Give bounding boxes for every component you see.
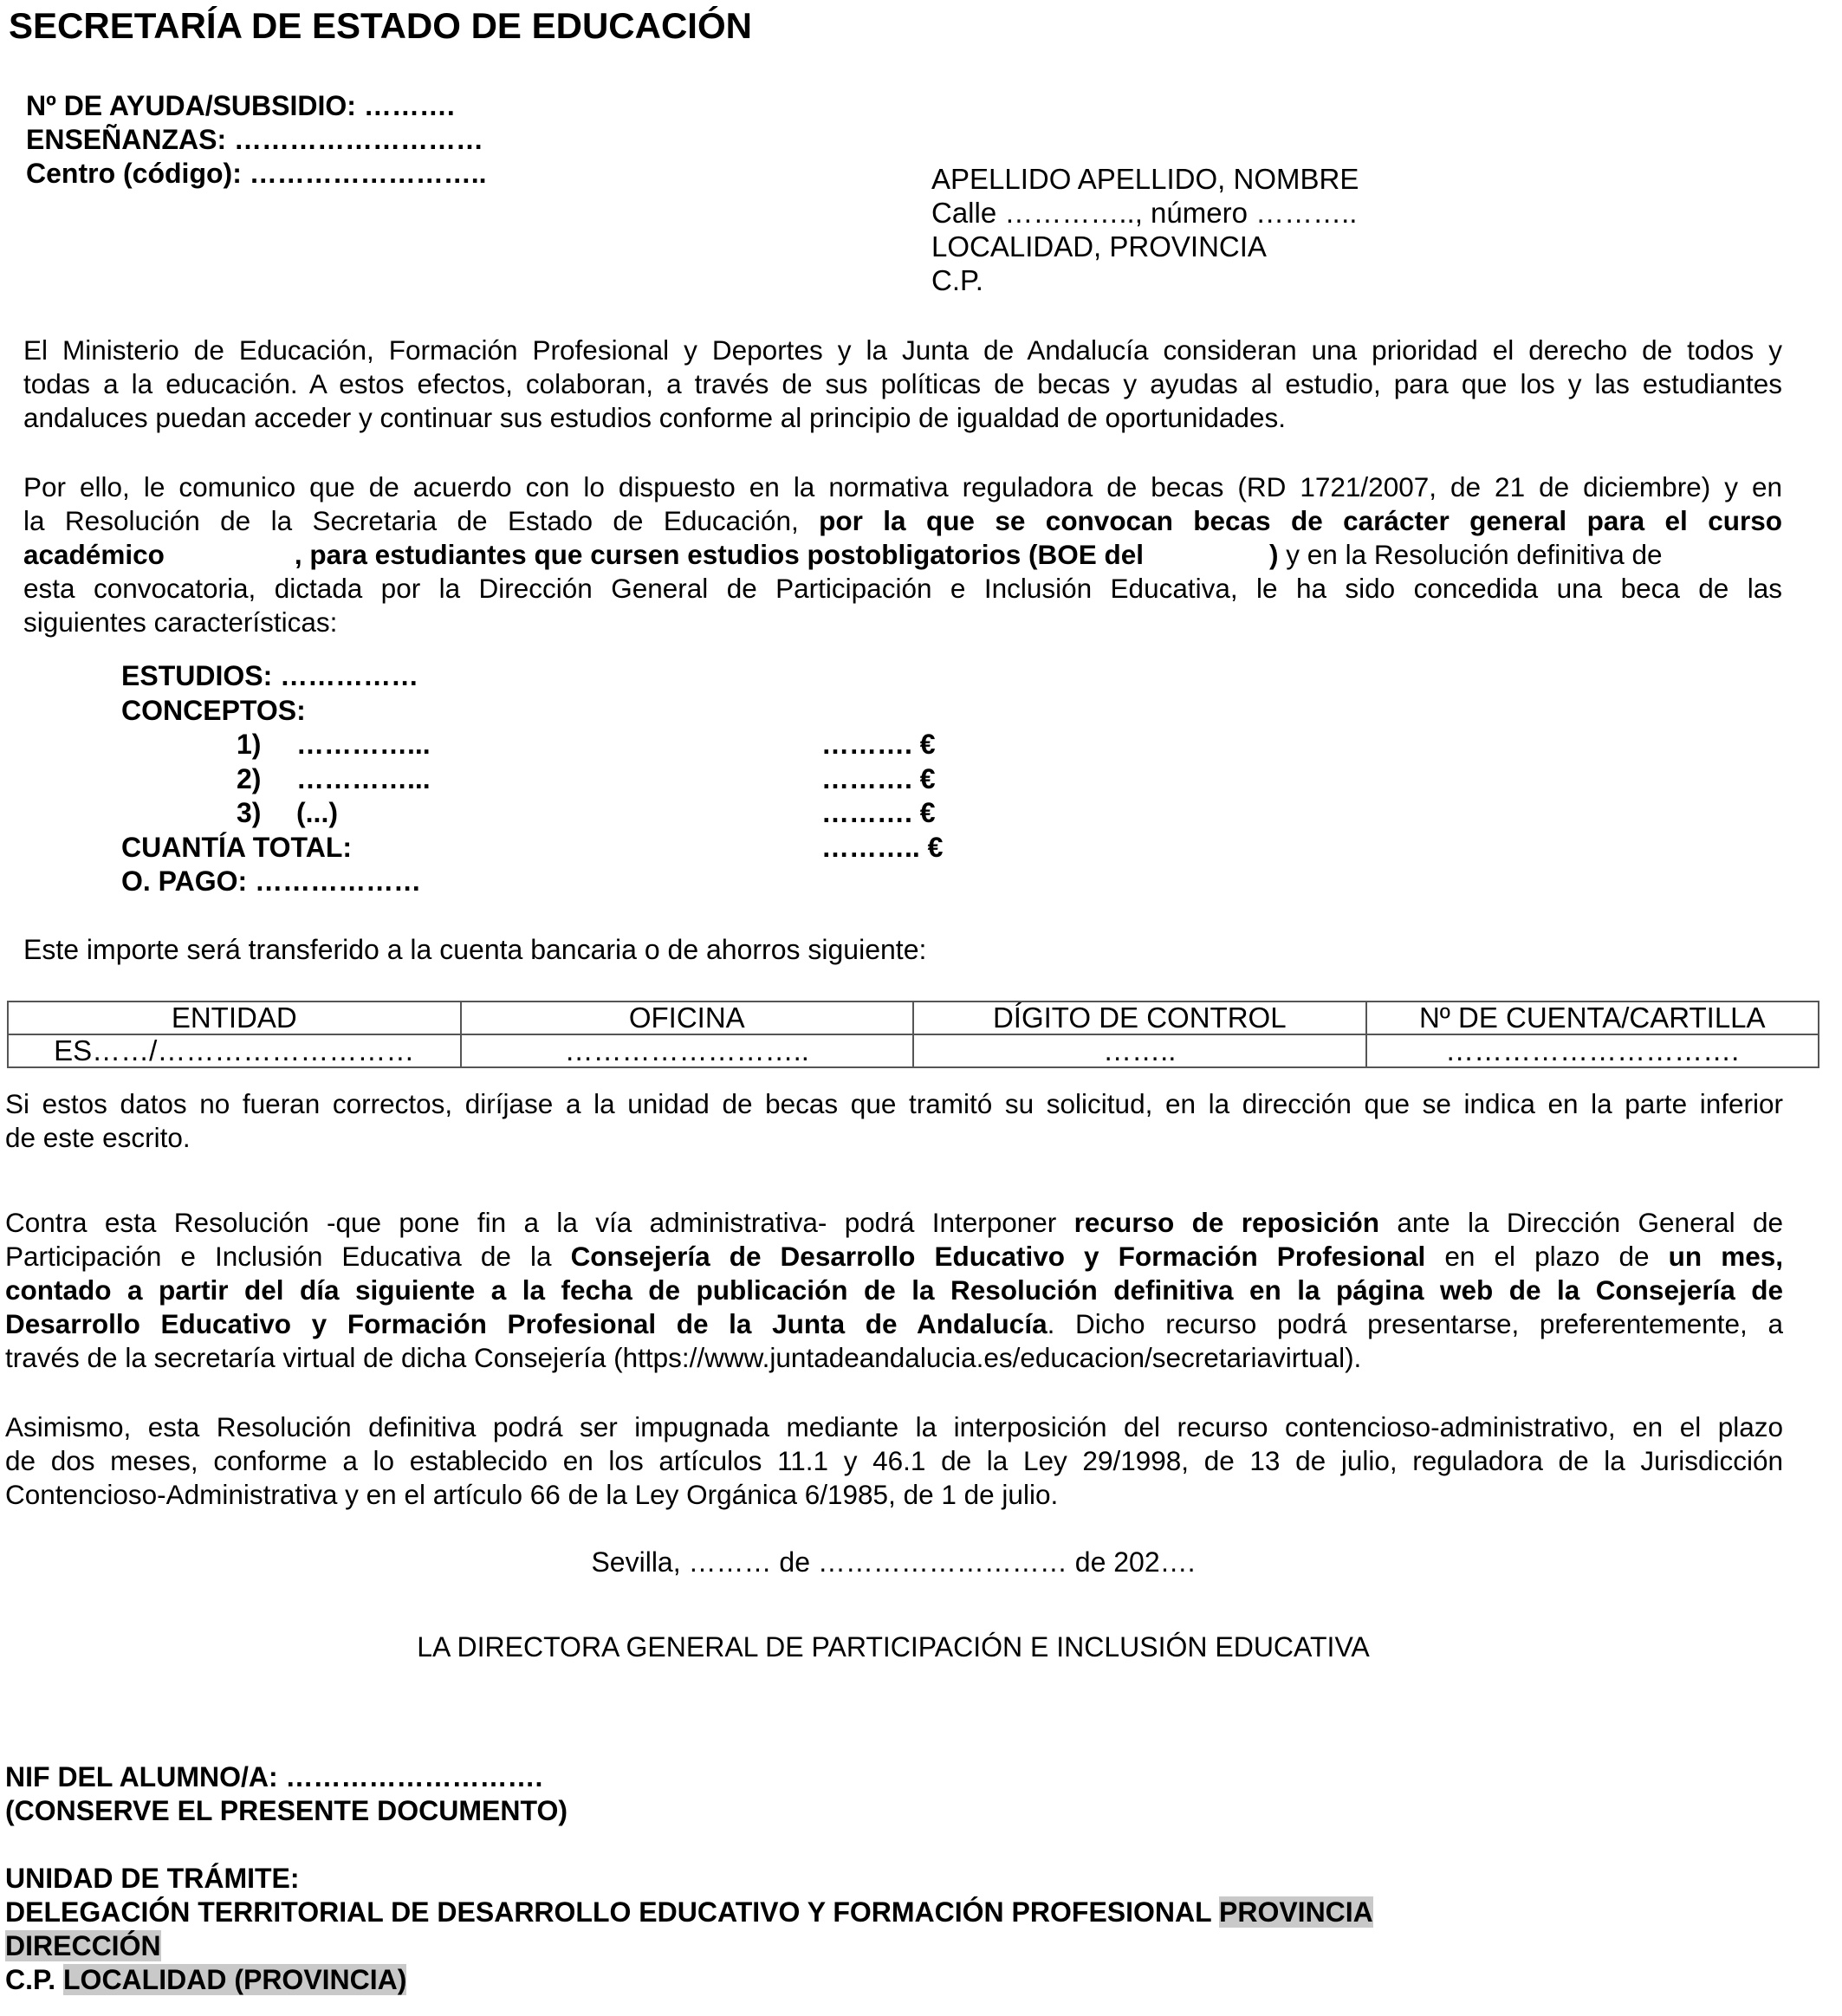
cp-label: C.P. (5, 1964, 63, 1995)
nif-alumno: NIF DEL ALUMNO/A: ………………………. (5, 1761, 543, 1792)
delegacion: DELEGACIÓN TERRITORIAL DE DESARROLLO EDUCATIVO Y FORMACIÓN PROFESIONAL (5, 1896, 1219, 1928)
addressee-name: APELLIDO APELLIDO, NOMBRE (931, 163, 1359, 195)
bank-header-cell: Nº DE CUENTA/CARTILLA (1366, 1002, 1819, 1034)
intro-line: todas a la educación. A estos efectos, colaboran, a través de sus políticas de becas y ayudas al estudio, para que los y las estudiantes (23, 368, 1782, 399)
addressee-locality: LOCALIDAD, PROVINCIA (931, 230, 1267, 263)
concept-description: …………... (296, 729, 431, 760)
appeal-text: en el plazo de (1425, 1241, 1669, 1272)
bank-value-cell: …………………………. (1366, 1034, 1819, 1067)
document-title: SECRETARÍA DE ESTADO DE EDUCACIÓN (9, 5, 752, 46)
bank-header-cell: OFICINA (461, 1002, 914, 1034)
appeal-line (5, 1240, 1783, 1274)
estudios: ESTUDIOS: …………… (121, 660, 419, 691)
concept-amount: ………. € (821, 729, 936, 760)
bank-header-row (8, 1002, 1819, 1034)
signatory: LA DIRECTORA GENERAL DE PARTICIPACIÓN E INCLUSIÓN EDUCATIVA (417, 1631, 1370, 1663)
bank-header-cell: ENTIDAD (8, 1002, 461, 1034)
grant-line: esta convocatoria, dictada por la Dirección General de Participación e Inclusión Educativa, le ha sido concedida una beca de las (23, 573, 1782, 604)
conserve-note: (CONSERVE EL PRESENTE DOCUMENTO) (5, 1795, 568, 1826)
appeal-line: contado a partir del día siguiente a la fecha de publicación de la Resolución definitiva en la página web de la Consejería de (5, 1274, 1783, 1306)
orden-pago: O. PAGO: ……………… (121, 865, 422, 897)
appeal-plazo: un mes, (1668, 1241, 1783, 1272)
grant-line-2 (23, 504, 1782, 538)
grant-postobligatorios: , para estudiantes que cursen estudios postobligatorios (BOE del (294, 539, 1145, 570)
unidad-label: UNIDAD DE TRÁMITE: (5, 1863, 300, 1894)
grant-resolution: y en la Resolución definitiva de (1278, 539, 1663, 570)
intro-paragraph (23, 334, 1782, 435)
concept-item (121, 796, 936, 831)
total-amount: ……….. € (821, 831, 944, 863)
intro-line: El Ministerio de Educación, Formación Profesional y Deportes y la Junta de Andalucía consideran una prioridad el derecho de todos y (23, 334, 1782, 366)
cp-line (5, 1963, 406, 1997)
contencioso-line: de dos meses, conforme a lo establecido en los artículos 11.1 y 46.1 de la Ley 29/1998, de 13 de julio, reguladora de la Jurisdicción (5, 1445, 1783, 1476)
grant-line-3 (23, 538, 1782, 572)
ensenanzas: ENSEÑANZAS: ……………………… (26, 124, 484, 155)
concepts-block (121, 659, 944, 899)
appeal-junta: Desarrollo Educativo y Formación Profesional de la Junta de Andalucía (5, 1308, 1047, 1339)
bank-value-cell: …………………….. (461, 1034, 914, 1067)
bank-value-row (8, 1034, 1819, 1067)
concept-item (121, 728, 936, 762)
addressee-block (931, 162, 1359, 297)
provincia-placeholder: PROVINCIA (1218, 1896, 1373, 1928)
addressee-postal-code: C.P. (931, 264, 983, 296)
concept-amount: ………. € (821, 762, 936, 794)
grant-line: siguientes características: (23, 606, 338, 638)
grant-boe-close: ) (1269, 539, 1279, 570)
delegacion-line (5, 1896, 1373, 1929)
date-line: Sevilla, ……… de ……………………… de 202…. (591, 1546, 1196, 1578)
direccion-placeholder: DIRECCIÓN (5, 1930, 161, 1961)
appeal-text: Contra esta Resolución -que pone fin a la vía administrativa- podrá Interponer (5, 1207, 1074, 1238)
notice-paragraph (5, 1087, 1783, 1155)
grant-convocatoria: por la que se convocan becas de carácter general para el curso (819, 505, 1782, 536)
contencioso-line: Contencioso-Administrativa y en el artículo 66 de la Ley Orgánica 6/1985, de 1 de julio. (5, 1479, 1059, 1510)
total-label: CUANTÍA TOTAL: (121, 831, 353, 863)
appeal-line: través de la secretaría virtual de dicha Consejería (https://www.juntadeandalucia.es/educacion/secretariavirtual). (5, 1342, 1362, 1373)
bank-table (7, 1001, 1819, 1068)
appeal-recurso: recurso de reposición (1073, 1207, 1379, 1238)
contencioso-line: Asimismo, esta Resolución definitiva podrá ser impugnada mediante la interposición del recurso contencioso-administrativo, en el plazo (5, 1411, 1783, 1442)
conceptos-label: CONCEPTOS: (121, 694, 306, 726)
concept-description: …………... (296, 762, 431, 794)
contencioso-paragraph (5, 1410, 1783, 1512)
appeal-line (5, 1206, 1783, 1240)
localidad-placeholder: LOCALIDAD (PROVINCIA) (63, 1964, 407, 1995)
intro-line: andaluces puedan acceder y continuar sus estudios conforme al principio de igualdad de oportunidades. (23, 402, 1286, 433)
concept-description: (...) (296, 797, 338, 828)
grant-paragraph (23, 470, 1782, 639)
addressee-street: Calle ………….., número ……….. (931, 197, 1358, 229)
notice-line: de este escrito. (5, 1122, 191, 1153)
grant-academic: académico (23, 539, 165, 570)
centro-code: Centro (código): …………………….. (26, 158, 487, 189)
appeal-line (5, 1307, 1783, 1341)
bank-value-cell: …….. (913, 1034, 1366, 1067)
concept-number: 2) (237, 762, 262, 794)
concept-amount: ………. € (821, 797, 936, 828)
concept-number: 1) (237, 729, 262, 760)
notice-line: Si estos datos no fueran correctos, diríjase a la unidad de becas que tramitó su solicitud, en la dirección que se indica en la parte inferior (5, 1088, 1783, 1119)
concept-item (121, 762, 936, 797)
appeal-text: . Dicho recurso podrá presentarse, preferentemente, a (1047, 1308, 1783, 1339)
direccion-line (5, 1929, 161, 1963)
appeal-paragraph (5, 1206, 1783, 1375)
bank-header-cell: DÍGITO DE CONTROL (913, 1002, 1366, 1034)
total-row (121, 831, 944, 865)
bank-value-cell: ES……/……………………… (8, 1034, 461, 1067)
bank-intro: Este importe será transferido a la cuenta bancaria o de ahorros siguiente: (23, 934, 927, 965)
appeal-text: Participación e Inclusión Educativa de la (5, 1241, 571, 1272)
appeal-text: ante la Dirección General de (1378, 1207, 1783, 1238)
ayuda-number: Nº DE AYUDA/SUBSIDIO: ………. (26, 90, 455, 121)
grant-line-2-text: la Resolución de la Secretaria de Estado de Educación, (23, 505, 820, 536)
appeal-consejeria: Consejería de Desarrollo Educativo y Formación Profesional (570, 1241, 1426, 1272)
concept-number: 3) (237, 797, 262, 828)
grant-line: Por ello, le comunico que de acuerdo con lo dispuesto en la normativa reguladora de becas (RD 1721/2007, de 21 de diciembre) y en (23, 471, 1782, 502)
